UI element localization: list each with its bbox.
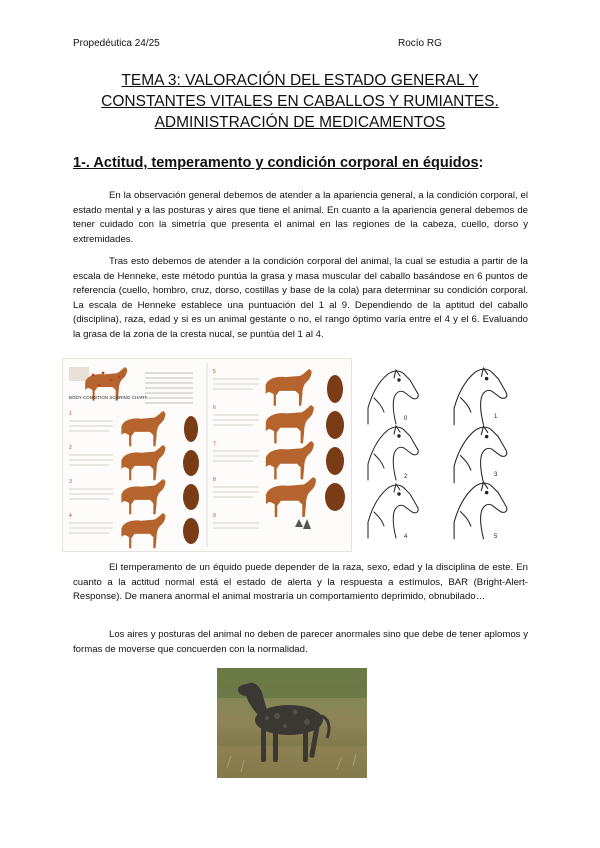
paragraph-temperamento-text: El temperamento de un équido puede depender de la raza, sexo, edad y la disciplina de este. En cuanto a la actitud normal está el estado de alerta y la respuesta a estímulos, BAR (Bright-Alert-Response). De manera anormal el animal mostraría un comportamiento deprimido, obnubilado… xyxy=(73,562,528,602)
score-label-7: 7 xyxy=(213,441,216,447)
body-condition-chart-image xyxy=(62,358,352,552)
title-line-3: ADMINISTRACIÓN DE MEDICAMENTOS xyxy=(154,114,446,131)
neck-label-4: 4 xyxy=(404,534,408,540)
foal-photo-graphic xyxy=(217,668,367,778)
chart-label: BODY CONDITION SCORING CHART xyxy=(69,395,148,400)
neck-label-1: 1 xyxy=(494,414,498,420)
score-label-8: 8 xyxy=(213,477,216,483)
title-line-1: TEMA 3: VALORACIÓN DEL ESTADO GENERAL Y xyxy=(121,72,479,89)
paragraph-aires-text: Los aires y posturas del animal no deben de parecer anormales sino que debe de tener aplomos y formas de moverse que concuerden con la normalidad. xyxy=(73,629,528,655)
paragraph-apariencia xyxy=(73,189,528,247)
score-label-2: 2 xyxy=(69,445,72,451)
section-heading xyxy=(73,155,483,171)
score-label-1: 1 xyxy=(69,411,72,417)
score-label-9: 9 xyxy=(213,513,216,519)
paragraph-henneke xyxy=(73,255,528,342)
score-label-3: 3 xyxy=(69,479,72,485)
header-course: Propedéutica 24/25 xyxy=(73,38,160,49)
paragraph-henneke-text: Tras esto debemos de atender a la condición corporal del animal, la cual se estudia a partir de la escala de Henneke, este método puntúa la grasa y masa muscular del caballo basándose en 6 puntos de referencia (cuello, hombro, cruz, dorso, costillas y base de la cola) para determinar su condición corporal. La escala de Henneke establece una puntuación del 1 al 9. Dependiendo de la aptitud del caballo (disciplina), raza, edad y si es un animal gestante o no, el rango óptimo varía entre el 4 y el 6. Evaluando la grasa de la zona de la cresta nucal, se puntúa del 1 al 4. xyxy=(73,256,528,340)
paragraph-apariencia-text: En la observación general debemos de atender a la apariencia general, a la condición corporal, el estado mental y a las posturas y aires que tiene el animal. En cuanto a la apariencia general debemos de tener cuidado con la simetría que presenta el animal en las regiones de la cabeza, cuello, dorso y extremidades. xyxy=(73,190,528,245)
score-label-4: 4 xyxy=(69,513,72,519)
neck-label-0: 0 xyxy=(404,416,408,422)
paragraph-temperamento xyxy=(73,561,528,605)
header-author: Rocío RG xyxy=(398,38,442,49)
section-heading-suffix: : xyxy=(478,155,484,171)
neck-crest-drawings xyxy=(360,362,532,546)
page-title xyxy=(60,70,540,133)
neck-label-2: 2 xyxy=(404,474,408,480)
neck-crest-graphic xyxy=(360,362,532,546)
score-label-5: 5 xyxy=(213,369,216,375)
score-label-6: 6 xyxy=(213,405,216,411)
section-heading-text: 1-. Actitud, temperamento y condición corporal en équidos xyxy=(73,155,479,171)
neck-label-5: 5 xyxy=(494,534,498,540)
foal-photo xyxy=(217,668,367,778)
title-line-2: CONSTANTES VITALES EN CABALLOS Y RUMIANTES. xyxy=(101,93,499,110)
neck-label-3: 3 xyxy=(494,472,498,478)
body-condition-chart-graphic xyxy=(63,359,351,551)
paragraph-aires xyxy=(73,628,528,657)
